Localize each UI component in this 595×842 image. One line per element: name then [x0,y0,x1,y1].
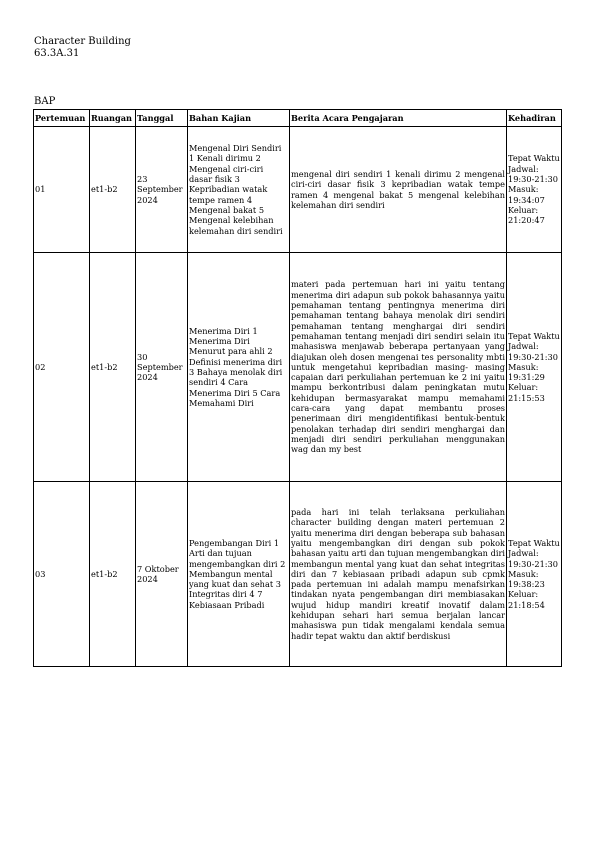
cell-pertemuan: 03 [34,482,90,667]
attendance-status: Tepat Waktu [508,330,560,341]
attendance-status: Tepat Waktu [508,537,560,548]
cell-pertemuan: 01 [34,127,90,253]
col-header-bahan-kajian: Bahan Kajian [188,110,290,127]
cell-bahan-kajian: Pengembangan Diri 1 Arti dan tujuan mengembangkan diri 2 Membangun mental yang kuat dan sehat 3 Integritas diri 4 7 Kebiasaan Pribadi [188,482,290,667]
cell-bahan-kajian: Menerima Diri 1 Menerima Diri Menurut para ahli 2 Definisi menerima diri 3 Bahaya menolak diri sendiri 4 Cara Menerima Diri 5 Cara Memahami Diri [188,253,290,482]
cell-berita-acara: materi pada pertemuan hari ini yaitu tentang menerima diri adapun sub pokok bahasannya yaitu pemahaman tentang pentingnya menerima diri pemahaman tentang bahaya menolak diri sendiri pemahaman tentang menghargai diri sendiri pemahaman tentang menjadi diri sendiri selain itu mahasiswa menjawab beberapa pertanyaan yang diajukan oleh dosen mengenai tes personality mbti untuk mengetahui kepribadian masing- masing capaian dari perkuliahan pertemuan ke 2 ini yaitu mampu berkontribusi dalam peningkatan mutu kehidupan bermasyarakat mampu memahami cara-cara yang dapat membantu proses penerimaan diri mengidentifikasi bentuk-bentuk penolakan terhadap diri sendiri menghargai dan menjadi diri sendiri perkuliahan menggunakan wag dan my best [290,253,507,482]
table-row [34,127,562,253]
col-header-ruangan: Ruangan [90,110,136,127]
cell-kehadiran [507,127,562,253]
cell-bahan-kajian: Mengenal Diri Sendiri 1 Kenali dirimu 2 Mengenal ciri-ciri dasar fisik 3 Kepribadian watak tempe ramen 4 Mengenal bakat 5 Mengenal kelebihan kelemahan diri sendiri [188,127,290,253]
attendance-in: Masuk: 19:38:23 [508,568,545,590]
cell-ruangan: et1-b2 [90,482,136,667]
attendance-out: Keluar: 21:18:54 [508,589,545,610]
bap-table [33,109,562,667]
col-header-tanggal: Tanggal [136,110,188,127]
col-header-pertemuan: Pertemuan [34,110,90,127]
cell-ruangan: et1-b2 [90,253,136,482]
attendance-out: Keluar: 21:20:47 [508,204,545,226]
col-header-berita-acara: Berita Acara Pengajaran [290,110,507,127]
table-row [34,253,562,482]
course-code: 63.3A.31 [34,48,80,59]
attendance-in: Masuk: 19:34:07 [508,184,545,205]
attendance-schedule: Jadwal: 19:30-21:30 [508,163,558,185]
section-label: BAP [34,96,56,107]
attendance-schedule: Jadwal: 19:30-21:30 [508,548,558,569]
cell-pertemuan: 02 [34,253,90,482]
col-header-kehadiran: Kehadiran [507,110,562,127]
cell-ruangan: et1-b2 [90,127,136,253]
cell-kehadiran [507,253,562,482]
attendance-in: Masuk: 19:31:29 [508,361,545,383]
cell-kehadiran [507,482,562,667]
attendance-schedule: Jadwal: 19:30-21:30 [508,341,558,362]
attendance-out: Keluar: 21:15:53 [508,382,545,403]
course-title: Character Building [34,36,131,47]
table-header-row [34,110,562,127]
attendance-status: Tepat Waktu [508,153,560,164]
cell-berita-acara: pada hari ini telah terlaksana perkuliahan character building dengan materi pertemuan 2 yaitu menerima diri dengan beberapa sub bahasan yaitu mengembangkan diri dengan sub pokok bahasan yaitu arti dan tujuan mengembangkan diri membangun mental yang kuat dan sehat integritas diri dan 7 kebiasaan pribadi adapun sub cpmk pada pertemuan ini adalah mampu menafsirkan tindakan nyata pengembangan diri membiasakan wujud hidup mandiri kreatif inovatif dalam kehidupan sehari hari semua berjalan lancar mahasiswa pun tidak mengalami kendala semua hadir tepat waktu dan aktif berdiskusi [290,482,507,667]
cell-tanggal: 7 Oktober 2024 [136,482,188,667]
cell-tanggal: 30 September 2024 [136,253,188,482]
cell-tanggal: 23 September 2024 [136,127,188,253]
table-row [34,482,562,667]
cell-berita-acara: mengenal diri sendiri 1 kenali dirimu 2 mengenal ciri-ciri dasar fisik 3 kepribadian watak tempe ramen 4 mengenal bakat 5 mengenal kelebihan kelemahan diri sendiri [290,127,507,253]
